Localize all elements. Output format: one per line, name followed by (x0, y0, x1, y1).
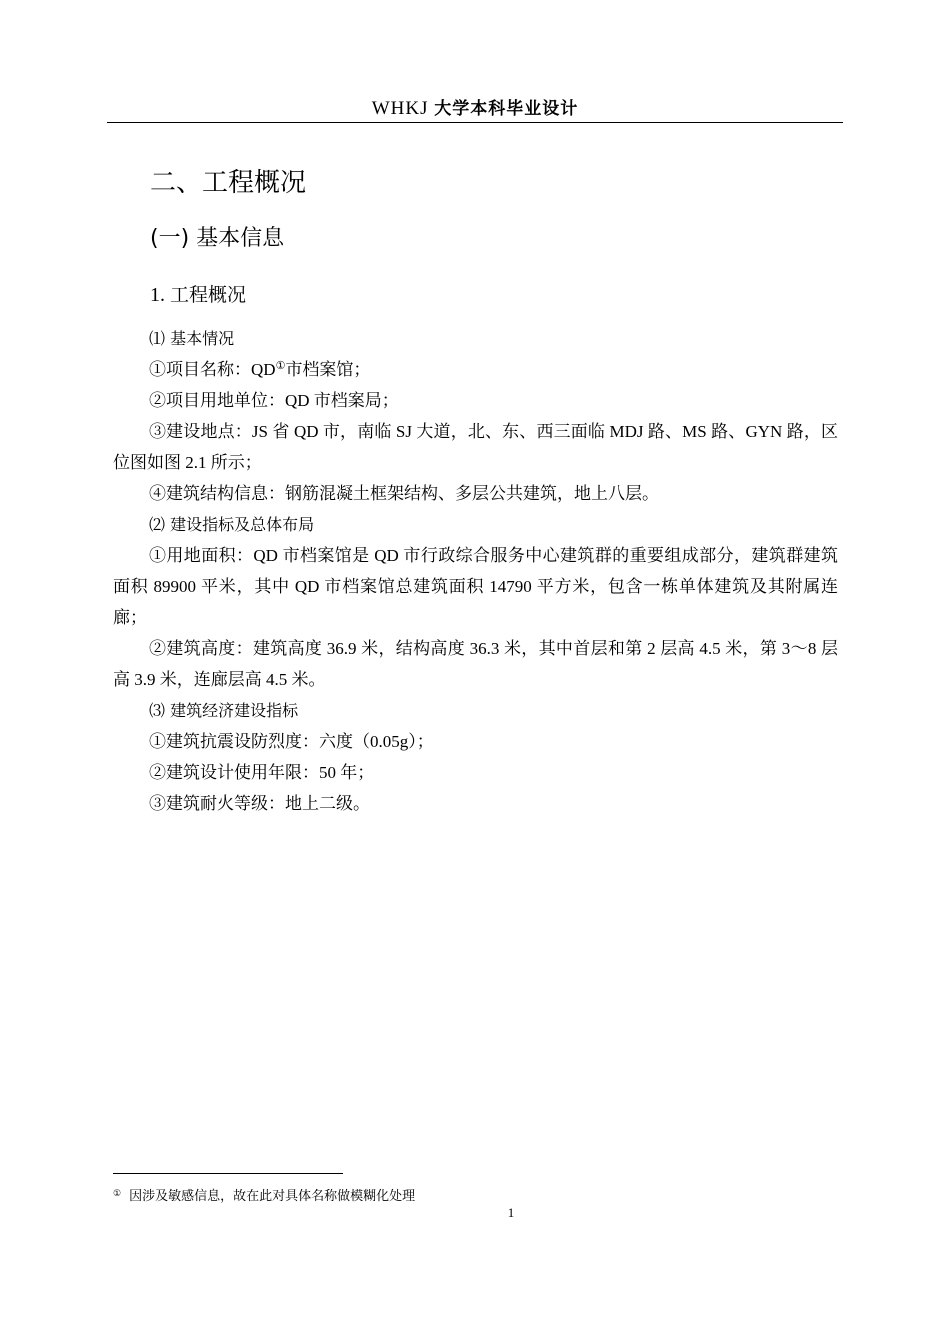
header-prefix: WHKJ (371, 98, 429, 119)
sub-heading: ⑶ 建筑经济建设指标 (149, 701, 299, 720)
paragraph (113, 354, 838, 385)
footnote-mark: ① (113, 1188, 122, 1198)
sub-heading: ⑵ 建设指标及总体布局 (149, 515, 315, 534)
paragraph: ④建筑结构信息：钢筋混凝土框架结构、多层公共建筑，地上八层。 (149, 484, 659, 503)
paragraph: ②项目用地单位：QD 市档案局； (149, 391, 399, 410)
sub-heading: ⑴ 基本情况 (149, 329, 235, 348)
footnote-ref[interactable]: ① (275, 360, 286, 372)
page-number: 1 (507, 1205, 515, 1220)
paragraph: ③建设地点：JS 省 QD 市，南临 SJ 大道，北、东、西三面临 MDJ 路、MS 路、GYN 路，区位图如图 2.1 所示； (113, 422, 838, 472)
paragraph: ②建筑设计使用年限：50 年； (149, 763, 375, 782)
subsection-title: (一) 基本信息 (150, 226, 285, 251)
footnote-text: 因涉及敏感信息，故在此对具体名称做模糊化处理 (129, 1188, 416, 1203)
body-text (113, 323, 838, 819)
footnote (113, 1184, 415, 1205)
paragraph: ②建筑高度：建筑高度 36.9 米，结构高度 36.3 米，其中首层和第 2 层高 4.5 米，第 3～8 层高 3.9 米，连廊层高 4.5 米。 (113, 639, 838, 689)
subsubsection-title (150, 279, 246, 311)
paragraph: ①建筑抗震设防烈度：六度（0.05g）； (149, 732, 434, 751)
paragraph-text: ①项目名称：QD (149, 360, 276, 379)
paragraph: ①用地面积：QD 市档案馆是 QD 市行政综合服务中心建筑群的重要组成部分，建筑群建筑面积 89900 平米，其中 QD 市档案馆总建筑面积 14790 平方米，包含一栋单体建筑及其附属连廊； (113, 546, 838, 627)
header-title: 大学本科毕业设计 (434, 99, 579, 119)
paragraph-text-after: 市档案馆； (285, 360, 371, 379)
page-header (107, 96, 843, 123)
paragraph: ③建筑耐火等级：地上二级。 (149, 794, 370, 813)
subsubsection-number: 1. (150, 284, 165, 306)
subsubsection-text: 工程概况 (170, 284, 247, 306)
section-title: 二、工程概况 (150, 168, 307, 198)
footnote-divider (113, 1173, 343, 1174)
